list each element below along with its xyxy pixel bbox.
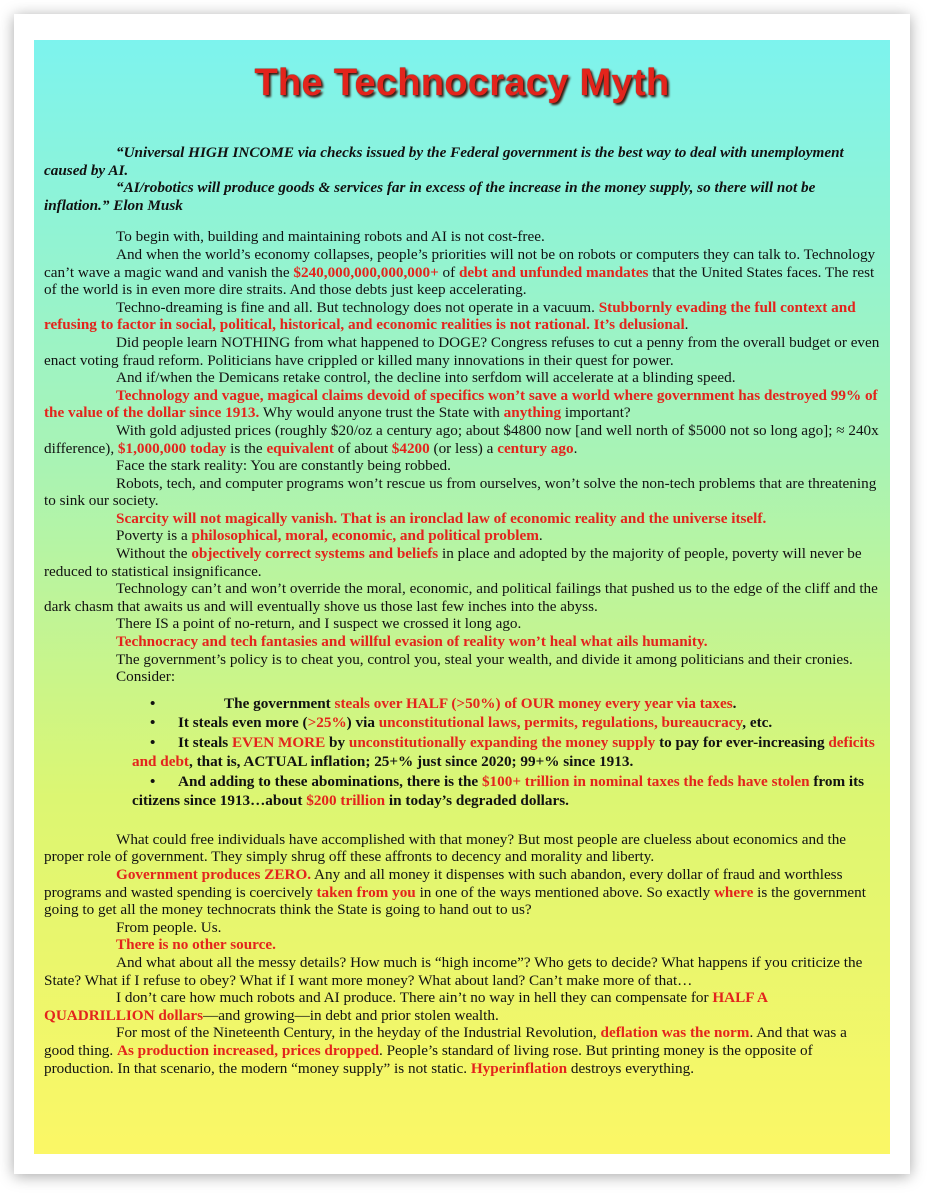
paragraph: With gold adjusted prices (roughly $20/oz a century ago; about $4800 now [and well north of $5000 not so long ago]; ≈ 240x difference), $1,000,000 today is the equivalent of about $4200 (or less) a century ago. (44, 421, 879, 457)
paragraph: Scarcity will not magically vanish. That is an ironclad law of economic reality and the universe itself. (116, 509, 767, 527)
paragraph: And when the world’s economy collapses, people’s priorities will not be on robots or computers they can talk to. Technology can’t wave a magic wand and vanish the $240,000,000,000,000+ of debt and unfunded mandates that the United States faces. The rest of the world is in even more dire straits. And those debts just keep accelerating. (44, 245, 876, 299)
paragraph: What could free individuals have accomplished with that money? But most people are clueless about economics and the proper role of government. They simply shrug off these affronts to decency and morality and liberty. (44, 830, 847, 866)
paragraph: The government’s policy is to cheat you, control you, steal your wealth, and divide it among politicians and their cronies. (116, 650, 853, 668)
bullet-list (44, 694, 880, 811)
paragraph: Without the objectively correct systems and beliefs in place and adopted by the majority of people, poverty will never be reduced to statistical insignificance. (44, 545, 862, 580)
paragraph: Technology and vague, magical claims devoid of specifics won’t save a world where government has destroyed 99% of the value of the dollar since 1913. Why would anyone trust the State with anything important? (44, 386, 878, 422)
paragraph: There is no other source. (116, 936, 276, 954)
document-title: The Technocracy Myth (254, 62, 670, 104)
list-item: • It steals even more (>25%) via unconstitutional laws, permits, regulations, bureaucracy, etc. (150, 714, 773, 732)
bullet-icon: • (150, 733, 156, 751)
paragraph: For most of the Nineteenth Century, in the heyday of the Industrial Revolution, deflation was the norm. And that was a good thing. As production increased, prices dropped. People’s standard of living rose. But printing money is the opposite of production. In that scenario, the modern “money supply” is not static. Hyperinflation destroys everything. (44, 1024, 847, 1077)
list-item: • And adding to these abominations, there is the $100+ trillion in nominal taxes the feds have stolen from its citizens since 1913…about $200 trillion in today’s degraded dollars. (132, 772, 865, 810)
paragraph: And what about all the messy details? How much is “high income”? Who gets to decide? What happens if you criticize the State? What if I refuse to obey? What if I want more money? What about land? Can’t make more of that… (44, 953, 863, 989)
paragraph: From people. Us. (116, 918, 222, 936)
quote-line-1: “Universal HIGH INCOME via checks issued by the Federal government is the best way to deal with unemployment caused by AI. (44, 144, 844, 179)
opening-quote (44, 144, 880, 214)
bullet-icon: • (150, 714, 156, 732)
quote-line-2: “AI/robotics will produce goods & services far in excess of the increase in the money supply, so there will not be inflation.” Elon Musk (44, 179, 816, 214)
list-item: • It steals EVEN MORE by unconstitutionally expanding the money supply to pay for ever-increasing deficits and debt, that is, ACTUAL inflation; 25+% just since 2020; 99+% since 1913. (132, 733, 875, 771)
paragraph: Face the stark reality: You are constantly being robbed. (116, 457, 451, 475)
page-frame (14, 14, 910, 1174)
paragraph: To begin with, building and maintaining robots and AI is not cost-free. (116, 228, 545, 246)
paragraph: Technocracy and tech fantasies and willful evasion of reality won’t heal what ails humanity. (116, 633, 708, 651)
bullet-icon: • (150, 694, 156, 712)
document-page (34, 40, 890, 1154)
paragraph: There IS a point of no-return, and I suspect we crossed it long ago. (116, 615, 522, 633)
paragraph: Consider: (116, 668, 176, 686)
paragraph: Robots, tech, and computer programs won’t rescue us from ourselves, won’t solve the non-tech problems that are threatening to sink our society. (44, 474, 877, 510)
document-body (44, 144, 880, 1077)
paragraph: Government produces ZERO. Any and all money it dispenses with such abandon, every dollar of fraud and worthless programs and wasted spending is coercively taken from you in one of the ways mentioned above. So exactly where is the government going to get all the money technocrats think the State is going to hand out to us? (44, 866, 866, 919)
bullet-icon: • (150, 772, 156, 790)
paragraph: Technology can’t and won’t override the moral, economic, and political failings that pushed us to the edge of the cliff and the dark chasm that awaits us and will eventually shove us those last few inches into the abyss. (44, 580, 878, 615)
list-item: • The government steals over HALF (>50%) of OUR money every year via taxes. (150, 694, 737, 712)
paragraph: I don’t care how much robots and AI produce. There ain’t no way in hell they can compensate for HALF A QUADRILLION dollars—and growing—in debt and prior stolen wealth. (44, 989, 768, 1024)
paragraph: Poverty is a philosophical, moral, economic, and political problem. (116, 527, 543, 545)
paragraph: And if/when the Demicans retake control, the decline into serfdom will accelerate at a blinding speed. (116, 369, 736, 387)
paragraph: Did people learn NOTHING from what happened to DOGE? Congress refuses to cut a penny from the overall budget or even enact voting fraud reform. Politicians have crippled or killed many innovations in their quest for power. (44, 333, 880, 369)
paragraph: Techno-dreaming is fine and all. But technology does not operate in a vacuum. Stubbornly evading the full context and refusing to factor in social, political, historical, and economic realities is not rational. It’s delusional. (44, 298, 856, 334)
